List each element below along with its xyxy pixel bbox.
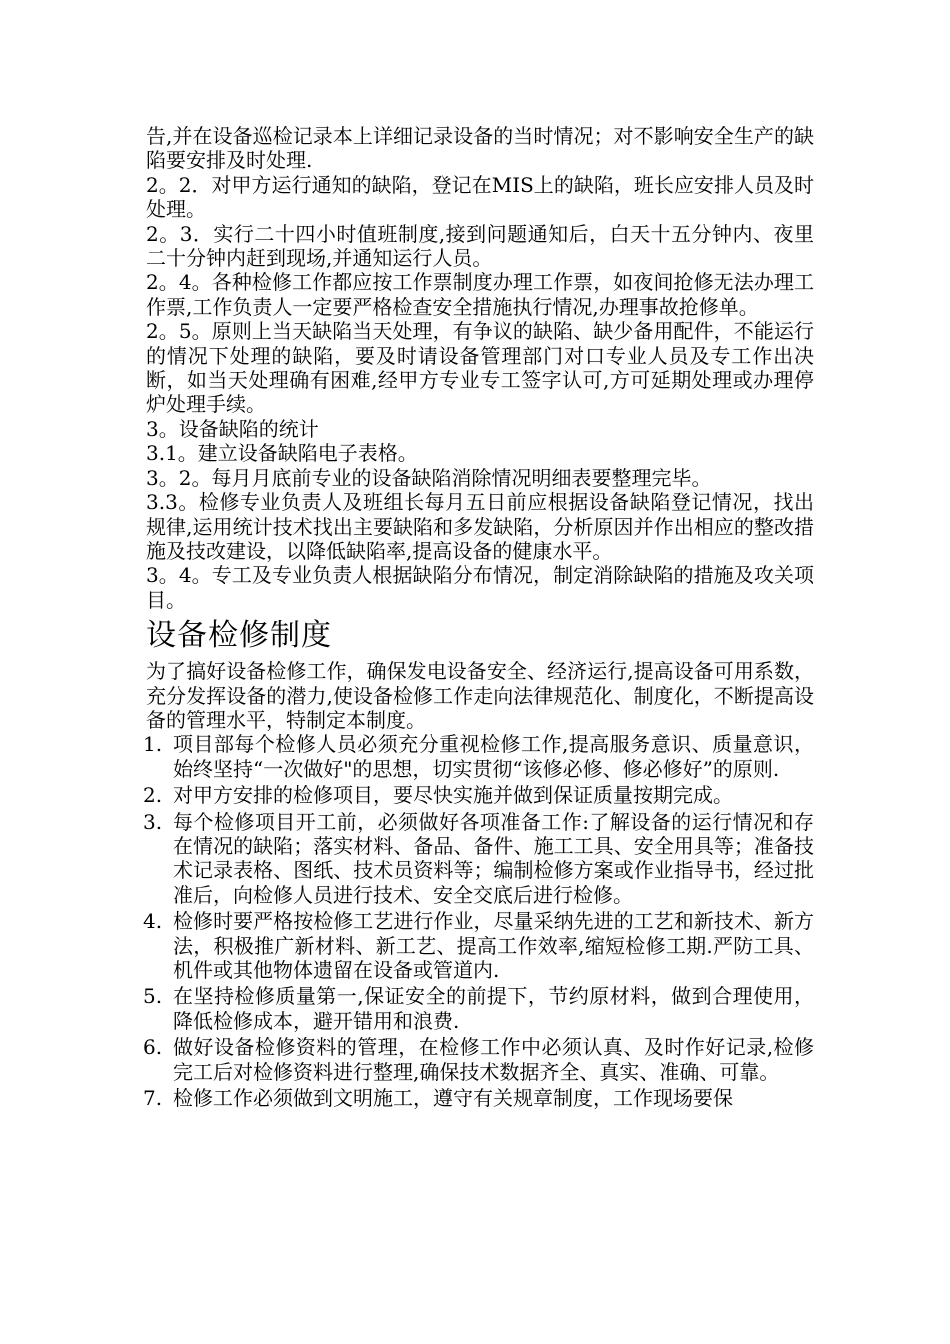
paragraph-2-3: 2。3．实行二十四小时值班制度,接到问题通知后，白天十五分钟内、夜里二十分钟内赶到现场,并通知运行人员。 [146,221,814,271]
paragraph-2-4: 2。4。各种检修工作都应按工作票制度办理工作票，如夜间抢修无法办理工作票,工作负责人一定要严格检查安全措施执行情况,办理事故抢修单。 [146,270,814,319]
section-intro: 为了搞好设备检修工作，确保发电设备安全、经济运行,提高设备可用系数，充分发挥设备的潜力,使设备检修工作走向法律规范化、制度化，不断提高设备的管理水平，特制定本制度。 [146,659,814,732]
list-item [143,984,814,1033]
list-item-number: 4. [143,909,163,934]
list-item-text: 检修时要严格按检修工艺进行作业，尽量采纳先进的工艺和新技术、新方法，积极推广新材料、新工艺、提高工作效率,缩短检修工期.严防工具、机件或其他物体遗留在设备或管道内. [173,909,814,982]
paragraph-2-2: 2。2．对甲方运行通知的缺陷，登记在MIS上的缺陷，班长应安排人员及时处理。 [146,172,814,222]
paragraph-defect-handling-continued: 告,并在设备巡检记录本上详细记录设备的当时情况；对不影响安全生产的缺陷要安排及时处理. [146,124,814,173]
list-item [143,783,814,808]
list-item [143,1035,814,1084]
list-item-text: 做好设备检修资料的管理，在检修工作中必须认真、及时作好记录,检修完工后对检修资料进行整理,确保技术数据齐全、真实、准确、可靠。 [173,1035,814,1084]
list-item-text: 项目部每个检修人员必须充分重视检修工作,提高服务意识、质量意识，始终坚持“一次做好"的思想，切实贯彻“该修必修、修必修好”的原则. [173,732,814,781]
list-item [143,809,814,908]
list-item-number: 1. [143,732,163,757]
list-item-number: 3. [143,809,163,834]
list-item-text: 在坚持检修质量第一,保证安全的前提下，节约原材料，做到合理使用，降低检修成本，避开错用和浪费. [173,984,814,1033]
list-item [143,1086,814,1111]
paragraph-3-1: 3.1。建立设备缺陷电子表格。 [146,441,418,466]
list-item-number: 6. [143,1035,163,1060]
paragraph-3-3: 3.3。检修专业负责人及班组长每月五日前应根据设备缺陷登记情况，找出规律,运用统计技术找出主要缺陷和多发缺陷，分析原因并作出相应的整改措施及技改建设，以降低缺陷率,提高设备的健康水平。 [146,490,814,563]
list-item [143,909,814,982]
list-item-number: 7. [143,1086,163,1111]
list-item-number: 5. [143,984,163,1009]
maintenance-rules-list [143,732,814,1111]
list-item [143,732,814,781]
paragraph-2-5: 2。5。原则上当天缺陷当天处理，有争议的缺陷、缺少备用配件，不能运行的情况下处理的缺陷，要及时请设备管理部门对口专业人员及专工作出决断，如当天处理确有困难,经甲方专业专工签字认可,方可延期处理或办理停炉处理手续。 [146,319,814,417]
paragraph-3-heading: 3。设备缺陷的统计 [146,416,319,441]
paragraph-3-4: 3。4。专工及专业负责人根据缺陷分布情况，制定消除缺陷的措施及攻关项目。 [146,563,814,612]
list-item-text: 每个检修项目开工前，必须做好各项准备工作:了解设备的运行情况和存在情况的缺陷；落实材料、备品、备件、施工工具、安全用具等；准备技术记录表格、图纸、技术员资料等；编制检修方案或作业指导书，经过批准后，向检修人员进行技术、安全交底后进行检修。 [173,809,814,907]
list-item-text: 检修工作必须做到文明施工，遵守有关规章制度，工作现场要保 [173,1086,733,1111]
document-page [143,124,814,1112]
section-title: 设备检修制度 [146,618,332,654]
list-item-number: 2. [143,783,163,808]
list-item-text: 对甲方安排的检修项目，要尽快实施并做到保证质量按期完成。 [173,783,733,808]
paragraph-3-2: 3。2。每月月底前专业的设备缺陷消除情况明细表要整理完毕。 [146,465,712,490]
